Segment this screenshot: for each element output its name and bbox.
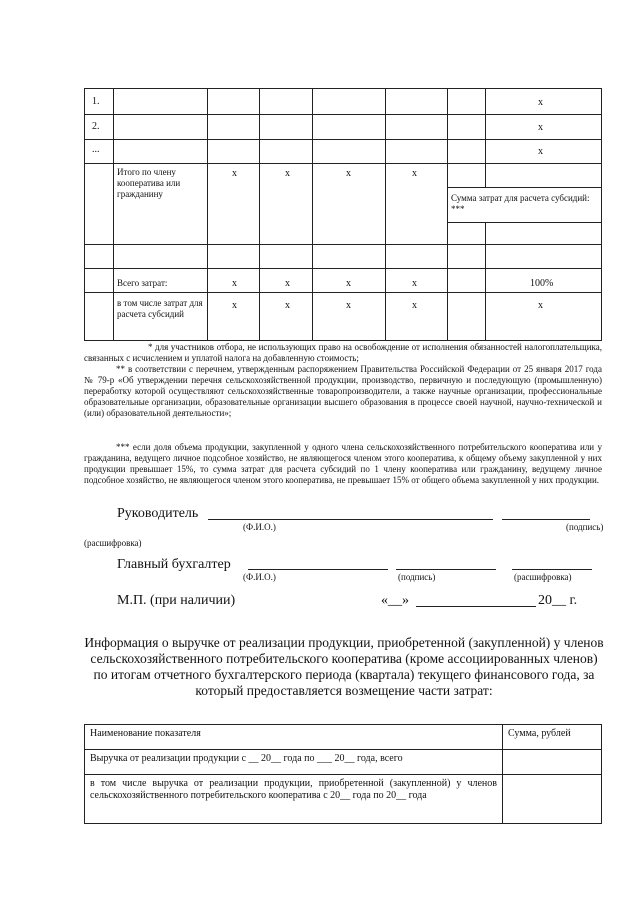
table-row: [85, 725, 602, 750]
rukovoditel-label: Руководитель: [117, 506, 199, 521]
table-row: [85, 775, 602, 824]
podpis-caption: (подпись): [566, 522, 604, 532]
footnote-2: ** в соответствии с перечнем, утвержденным распоряжением Правительства Российской Федерации от 25 января 2017 года № 79-р «Об утверждении перечня сельскохозяйственной продукции, производство, первичную и последующую (промышленную) переработку которой осуществляют сельскохозяйственные товаропроизводители, а также научные организации, профессиональные образовательные организации, образовательные организации высшего образования в процессе своей научной, научно-технической и (или) образовательной деятельности»;: [84, 364, 602, 418]
footnote-3: *** если доля объема продукции, закупленной у одного члена сельскохозяйственного потребительского кооператива или у гражданина, ведущего личное подсобное хозяйство, не являющегося членом этого кооператива, к общему объему закупленной у них продукции превышает 15%, то сумма затрат для расчета субсидий по 1 члену кооператива или гражданину, ведущему личное подсобное хозяйство, не являющегося членом этого кооператива, не превышает 15% от общего объема закупленной у них продукции.: [84, 442, 602, 485]
itogo-mark: x: [346, 168, 351, 179]
vsego-label: Всего затрат:: [117, 278, 168, 288]
header-name: Наименование показателя: [85, 725, 503, 750]
revenue-total-value[interactable]: [503, 750, 602, 775]
v-tom-mark: x: [538, 300, 543, 311]
summa-label: Сумма затрат для расчета субсидий: ***: [451, 193, 590, 214]
itogo-mark: x: [412, 168, 417, 179]
table-cell-x: x: [538, 97, 543, 108]
footnote-1: * для участников отбора, не использующих право на освобождение от исполнения обязанностей налогоплательщика, связанных с исчислением и уплатой налога на добавленную стоимость;: [84, 342, 602, 363]
v-tom-mark: x: [346, 300, 351, 311]
info-title: Информация о выручке от реализации продукции, приобретенной (закупленной) у членов сельскохозяйственного потребительского кооператива (кроме ассоциированных членов) по итогам отчетного бухгалтерского периода (квартала) текущего финансового года, за который предоставляется возмещение части затрат:: [84, 635, 604, 698]
rasshifrovka-caption: (расшифровка): [84, 538, 142, 548]
table-cell-x: x: [538, 146, 543, 157]
v-tom-mark: x: [285, 300, 290, 311]
date-year: 20__ г.: [538, 593, 578, 608]
revenue-table: [84, 724, 602, 824]
vsego-mark: x: [232, 278, 237, 289]
header-sum: Сумма, рублей: [503, 725, 602, 750]
vsego-mark: x: [285, 278, 290, 289]
revenue-members-label: в том числе выручка от реализации продукции, приобретенной (закупленной) у членов сельскохозяйственного потребительского кооператива с 20__ года по 20__ года: [85, 775, 503, 824]
vsego-percent: 100%: [530, 278, 554, 289]
glavbuh-label: Главный бухгалтер: [117, 557, 231, 572]
fio-caption: (Ф.И.О.): [243, 572, 276, 582]
date-day: «__»: [381, 593, 409, 608]
table-row: [85, 750, 602, 775]
table-row-num: 1.: [92, 96, 100, 107]
table-row-num: 2.: [92, 121, 100, 132]
revenue-total-label: Выручка от реализации продукции с __ 20__ года по ___ 20__ года, всего: [85, 750, 503, 775]
rasshifrovka-caption: (расшифровка): [514, 572, 572, 582]
vsego-mark: x: [346, 278, 351, 289]
revenue-members-value[interactable]: [503, 775, 602, 824]
v-tom-label: в том числе затрат для расчета субсидий: [117, 298, 203, 319]
vsego-mark: x: [412, 278, 417, 289]
table-row-num: ...: [92, 144, 100, 155]
itogo-mark: x: [285, 168, 290, 179]
fio-caption: (Ф.И.О.): [243, 522, 276, 532]
itogo-label: Итого по члену кооператива или гражданину: [117, 167, 181, 199]
mp-label: М.П. (при наличии): [117, 593, 236, 608]
podpis-caption: (подпись): [398, 572, 436, 582]
v-tom-mark: x: [412, 300, 417, 311]
itogo-mark: x: [232, 168, 237, 179]
v-tom-mark: x: [232, 300, 237, 311]
table-cell-x: x: [538, 122, 543, 133]
